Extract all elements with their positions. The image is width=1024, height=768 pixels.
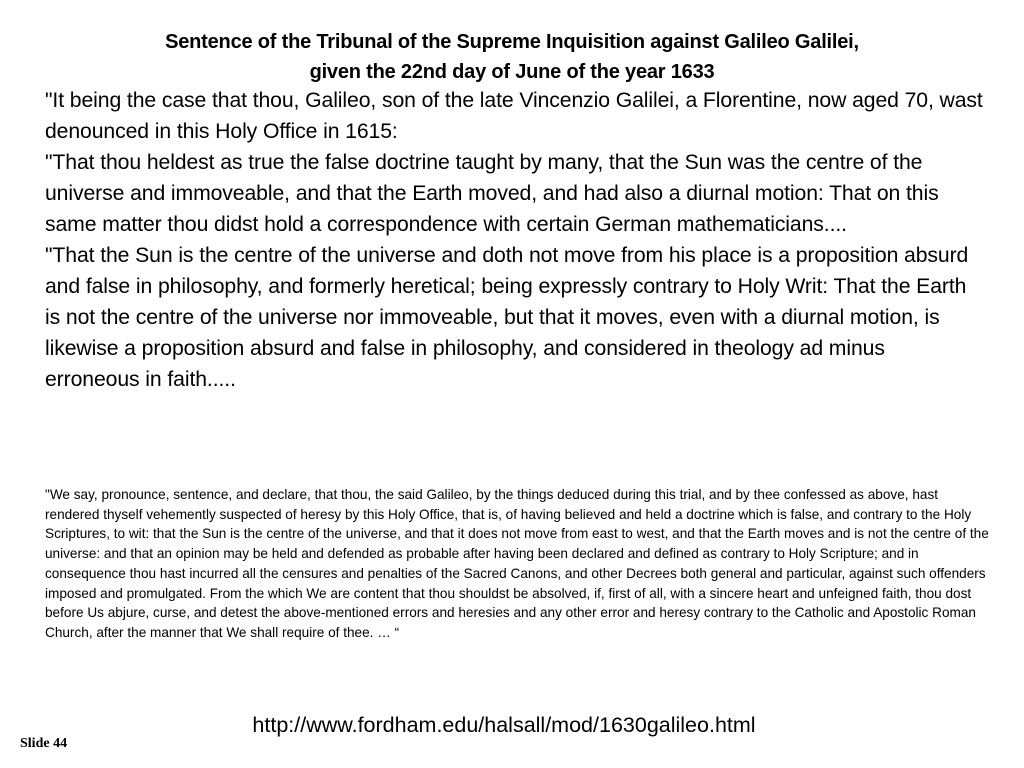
slide-title-line-1: Sentence of the Tribunal of the Supreme Inquisition against Galileo Galilei,: [165, 31, 859, 53]
slide-title: [20, 27, 1004, 87]
quote-paragraph-denunciation: "It being the case that thou, Galileo, son of the late Vincenzio Galilei, a Florentine, now aged 70, wast denounced in this Holy Office in 1615:: [45, 89, 983, 143]
slide-number: Slide 44: [20, 736, 68, 751]
quote-paragraph-false-doctrine: "That thou heldest as true the false doctrine taught by many, that the Sun was the centre of the universe and immoveable, and that the Earth moved, and had also a diurnal motion: That on this same matter thou didst hold a correspondence with certain German mathematicians....: [45, 151, 939, 236]
quote-paragraph-propositions: "That the Sun is the centre of the universe and doth not move from his place is a proposition absurd and false in philosophy, and formerly heretical; being expressly contrary to Holy Writ: That the Earth is not the centre of the universe nor immoveable, but that it moves, even with a diurnal motion, is likewise a proposition absurd and false in philosophy, and considered in theology ad minus erroneous in faith.....: [45, 244, 969, 391]
quoted-charges: [45, 85, 985, 395]
source-url: http://www.fordham.edu/halsall/mod/1630galileo.html: [252, 713, 756, 737]
slide-title-line-2: given the 22nd day of June of the year 1633: [309, 61, 715, 83]
sentence-paragraph: "We say, pronounce, sentence, and declare, that thou, the said Galileo, by the things deduced during this trial, and by thee confessed as above, hast rendered thyself vehemently suspected of heresy by this Holy Office, that is, of having believed and held a doctrine which is false, and contrary to the Holy Scriptures, to wit: that the Sun is the centre of the universe, and that it does not move from east to west, and that the Earth moves and is not the centre of the universe: and that an opinion may be held and defended as probable after having been declared and defined as contrary to Holy Scripture; and in consequence thou hast incurred all the censures and penalties of the Sacred Canons, and other Decrees both general and particular, against such offenders imposed and promulgated. From the which We are content that thou shouldst be absolved, if, first of all, with a sincere heart and unfeigned faith, thou dost before Us abjure, curse, and detest the above-mentioned errors and heresies and any other error and heresy contrary to the Catholic and Apostolic Roman Church, after the manner that We shall require of thee. … “: [45, 487, 989, 640]
